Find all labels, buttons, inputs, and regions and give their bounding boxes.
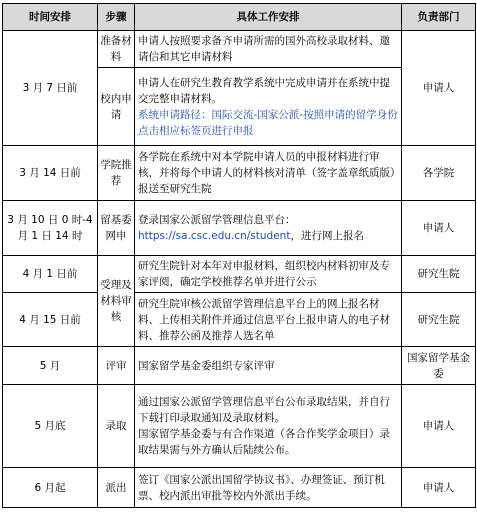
time-cell: 5 月 — [3, 347, 98, 385]
schedule-table — [2, 3, 476, 508]
dept-cell: 申请人 — [402, 201, 476, 256]
header-dept: 负责部门 — [402, 4, 476, 31]
dept-cell: 研究生院 — [402, 293, 476, 347]
task-cell: 研究生院审核公派留学管理信息平台上的网上报名材料、上传相关附件并通过信息平台上报申请人的电子材料、推荐公函及推荐人选名单 — [135, 293, 402, 347]
task-cell: 签订《国家公派出国留学协议书》、办理签证、预订机票、校内派出审批等校内外派出手续。 — [135, 468, 402, 508]
step-cell: 准备材料 — [98, 31, 135, 68]
dept-cell: 各学院 — [402, 146, 476, 201]
task-cell: 研究生院针对本年对申报材料，组织校内材料初审及专家评阅，确定学校推荐名单并进行公示 — [135, 256, 402, 293]
dept-cell: 申请人 — [402, 468, 476, 508]
dept-cell: 国家留学基金委 — [402, 347, 476, 385]
time-cell: 6 月起 — [3, 468, 98, 508]
step-cell: 评审 — [98, 347, 135, 385]
time-cell: 3 月 10 日 0 时-4 月 1 日 14 时 — [3, 201, 98, 256]
task-text: 申请人在研究生教育教学系统中完成申请并在系统中提交完整申请材料。 — [138, 76, 390, 105]
step-cell: 录取 — [98, 385, 135, 468]
time-cell: 4 月 1 日前 — [3, 256, 98, 293]
step-cell: 学院推荐 — [98, 146, 135, 201]
task-cell — [135, 201, 402, 256]
table-row — [3, 468, 476, 508]
task-cell — [135, 385, 402, 468]
task-text: ，进行网上报名 — [290, 230, 364, 242]
time-cell: 3 月 14 日前 — [3, 146, 98, 201]
table-row — [3, 31, 476, 68]
step-cell: 留基委网申 — [98, 201, 135, 256]
registration-link[interactable]: https://sa.csc.edu.cn/student — [138, 230, 291, 242]
task-text: 国家留学基金委与有合作渠道（各合作奖学金项目）录取结果需与外方确认后陆续公布。 — [138, 428, 390, 456]
time-cell: 4 月 15 日前 — [3, 293, 98, 347]
task-cell: 各学院在系统中对本学院申请人员的申报材料进行审核，并将每个申请人的材料核对清单（签字盖章纸质版）报送至研究生院 — [135, 146, 402, 201]
table-row — [3, 385, 476, 468]
step-cell: 校内申请 — [98, 68, 135, 146]
table-row — [3, 293, 476, 347]
task-cell: 国家留学基金委组织专家评审 — [135, 347, 402, 385]
step-cell: 派出 — [98, 468, 135, 508]
header-task: 具体工作安排 — [135, 4, 402, 31]
dept-cell: 研究生院 — [402, 256, 476, 293]
header-row — [3, 4, 476, 31]
step-cell: 受理及材料审核 — [98, 256, 135, 347]
header-time: 时间安排 — [3, 4, 98, 31]
time-cell: 5 月底 — [3, 385, 98, 468]
table-row — [3, 256, 476, 293]
dept-cell: 申请人 — [402, 385, 476, 468]
task-cell: 申请人按照要求备齐申请所需的国外高校录取材料、邀请信和其它申请材料 — [135, 31, 402, 68]
time-cell: 3 月 7 日前 — [3, 31, 98, 146]
system-path-text: 系统申请路径：国际交流-国家公派-按照申请的留学身份点击相应标签页进行申报 — [138, 108, 398, 137]
table-row — [3, 201, 476, 256]
task-text: 登录国家公派留学管理信息平台： — [138, 214, 296, 226]
table-row — [3, 146, 476, 201]
task-text: 通过国家公派留学管理信息平台公布录取结果，并自行下载打印录取通知及录取材料。 — [138, 396, 390, 424]
task-cell — [135, 68, 402, 146]
table-row — [3, 347, 476, 385]
header-step: 步骤 — [98, 4, 135, 31]
dept-cell: 申请人 — [402, 31, 476, 146]
